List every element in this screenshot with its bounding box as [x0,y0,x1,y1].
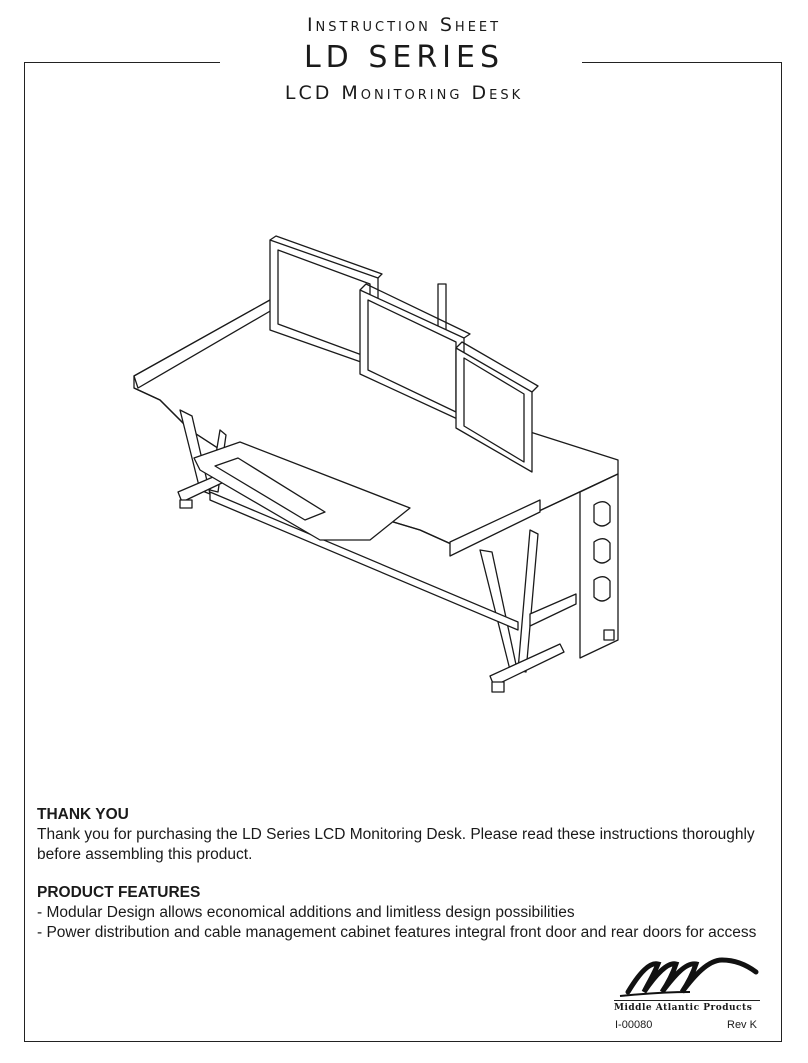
sheet-type-title: Instruction Sheet [306,14,502,36]
right-foot-pad [492,682,504,692]
revision-label: Rev K [727,1019,757,1031]
features-list [37,903,757,943]
body-content [37,805,757,943]
left-foot-pad [180,500,192,508]
thank-you-heading: THANK YOU [37,806,129,823]
thank-you-text: Thank you for purchasing the LD Series LCD Monitoring Desk. Please read these instructions thoroughly before assembling this product. [37,826,755,863]
stretcher-trim [530,594,576,626]
feature-item: - Power distribution and cable management cabinet features integral front door and rear doors for access [37,924,757,941]
series-title: LD SERIES [303,40,505,75]
product-name-title: LCD Monitoring Desk [284,82,524,104]
desk-illustration [120,230,640,710]
logo-rule [614,1000,760,1001]
page-header [0,10,808,104]
right-leg [480,530,538,674]
company-name: Middle Atlantic Products [614,1003,753,1013]
cabinet-foot [604,630,614,640]
feature-item: - Modular Design allows economical additions and limitless design possibilities [37,904,575,921]
features-heading: PRODUCT FEATURES [37,884,201,901]
document-id: I-00080 [615,1019,653,1031]
